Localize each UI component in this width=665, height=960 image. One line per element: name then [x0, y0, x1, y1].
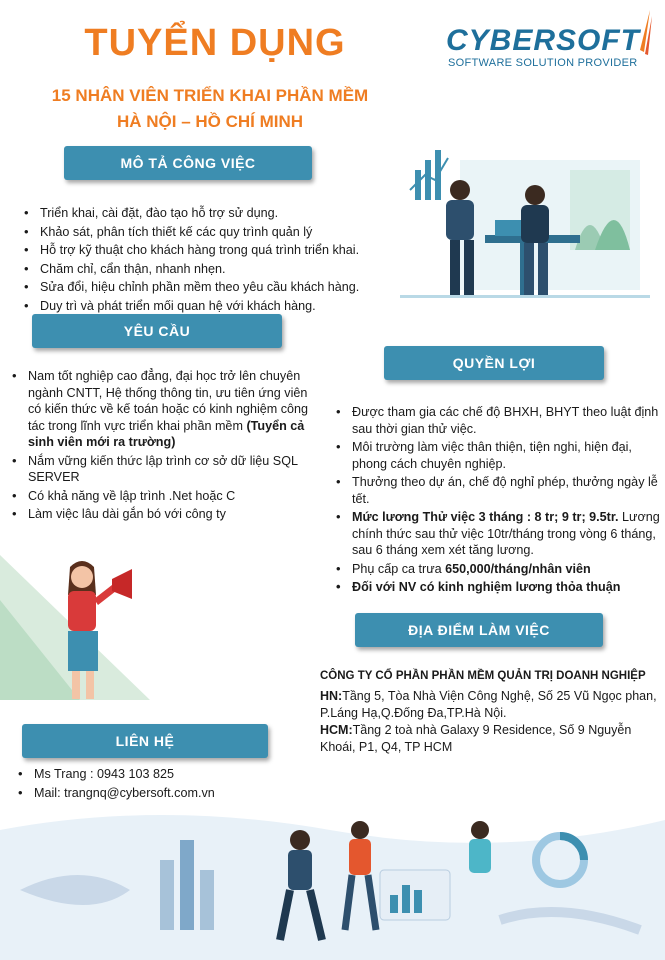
logo-flame-icon — [636, 10, 654, 56]
company-name: CÔNG TY CỔ PHẦN PHẦN MỀM QUẢN TRỊ DOANH NGHIỆP — [320, 670, 646, 682]
salary-highlight: Mức lương Thử việc 3 tháng : 8 tr; 9 tr; 9.5tr. — [352, 510, 619, 524]
list-item — [8, 368, 316, 451]
company-logo — [446, 10, 656, 70]
logo-name: CYBERSOFT — [446, 24, 641, 57]
team-work-illustration — [0, 800, 665, 960]
contact-phone: • Ms Trang : 0943 103 825 — [14, 766, 314, 783]
hcm-label: HCM: — [320, 723, 353, 737]
hcm-address — [320, 722, 660, 756]
logo-tagline: SOFTWARE SOLUTION PROVIDER — [448, 57, 638, 69]
list-item: • Đối với NV có kinh nghiệm lương thỏa thuận — [332, 579, 660, 596]
job-description-list — [20, 205, 400, 316]
requirements-list — [8, 368, 316, 525]
job-description-heading: MÔ TẢ CÔNG VIỆC — [64, 146, 312, 180]
requirement-highlight: (Tuyển cả sinh viên mới ra trường) — [28, 418, 305, 449]
list-item — [332, 561, 660, 578]
hcm-address-text: Tầng 2 toà nhà Galaxy 9 Residence, Số 9 Nguyễn Khoái, P1, Q4, TP HCM — [320, 723, 632, 754]
list-item: • Thưởng theo dự án, chế độ nghỉ phép, thưởng ngày lễ tết. — [332, 474, 660, 507]
location-subtitle: HÀ NỘI – HỒ CHÍ MINH — [116, 112, 304, 131]
list-item: • Môi trường làm việc thân thiện, tiện nghi, hiện đại, phong cách chuyên nghiệp. — [332, 439, 660, 472]
hanoi-address — [320, 688, 660, 722]
page-title: TUYỂN DỤNG — [84, 22, 346, 64]
requirement-text: Nam tốt nghiệp cao đẳng, đại học trở lên chuyên ngành CNTT, Hệ thống thông tin, ưu tiên ứng viên có kiến thức về kế toán hoặc có kinh nghiệm công tác trong lĩnh vực triển khai phần mềm — [28, 369, 309, 433]
salary-text: Lương chính thức sau thử việc 10tr/tháng trong vòng 6 tháng, sau 6 tháng xem xét tăng lương. — [352, 510, 660, 557]
contact-heading: LIÊN HỆ — [22, 724, 268, 758]
list-item: • Chăm chỉ, cẩn thận, nhanh nhẹn. — [20, 261, 400, 278]
allowance-text: Phụ cấp ca trưa — [352, 561, 446, 576]
hanoi-label: HN: — [320, 689, 343, 703]
list-item: • Triển khai, cài đặt, đào tạo hỗ trợ sử dụng. — [20, 205, 400, 222]
contact-email: • Mail: trangnq@cybersoft.com.vn — [14, 785, 314, 802]
hanoi-address-text: Tầng 5, Tòa Nhà Viện Công Nghệ, Số 25 Vũ Ngọc phan, P.Láng Hạ,Q.Đống Đa,TP.Hà Nội. — [320, 689, 657, 720]
list-item: • Hỗ trợ kỹ thuật cho khách hàng trong quá trình triển khai. — [20, 242, 400, 259]
allowance-amount: 650,000/tháng/nhân viên — [445, 561, 591, 576]
office-meeting-illustration — [400, 140, 650, 320]
list-item: • Làm việc lâu dài gắn bó với công ty — [8, 506, 316, 523]
list-item: • Có khả năng về lập trình .Net hoặc C — [8, 488, 316, 505]
list-item: • Khảo sát, phân tích thiết kế các quy trình quản lý — [20, 224, 400, 241]
benefits-list — [332, 404, 660, 598]
megaphone-woman-illustration — [50, 555, 140, 705]
list-item: • Sửa đổi, hiệu chỉnh phần mềm theo yêu cầu khách hàng. — [20, 279, 400, 296]
list-item: • Duy trì và phát triển mối quan hệ với khách hàng. — [20, 298, 400, 315]
requirements-heading: YÊU CẦU — [32, 314, 282, 348]
list-item: • Được tham gia các chế độ BHXH, BHYT theo luật định sau thời gian thử việc. — [332, 404, 660, 437]
position-subtitle: 15 NHÂN VIÊN TRIỂN KHAI PHẦN MỀM — [51, 86, 369, 105]
benefits-heading: QUYỀN LỢI — [384, 346, 604, 380]
list-item — [332, 509, 660, 559]
list-item: • Nắm vững kiến thức lập trình cơ sở dữ liệu SQL SERVER — [8, 453, 316, 486]
location-heading: ĐỊA ĐIỂM LÀM VIỆC — [355, 613, 603, 647]
contact-list — [14, 766, 314, 803]
office-address-block — [320, 668, 660, 756]
